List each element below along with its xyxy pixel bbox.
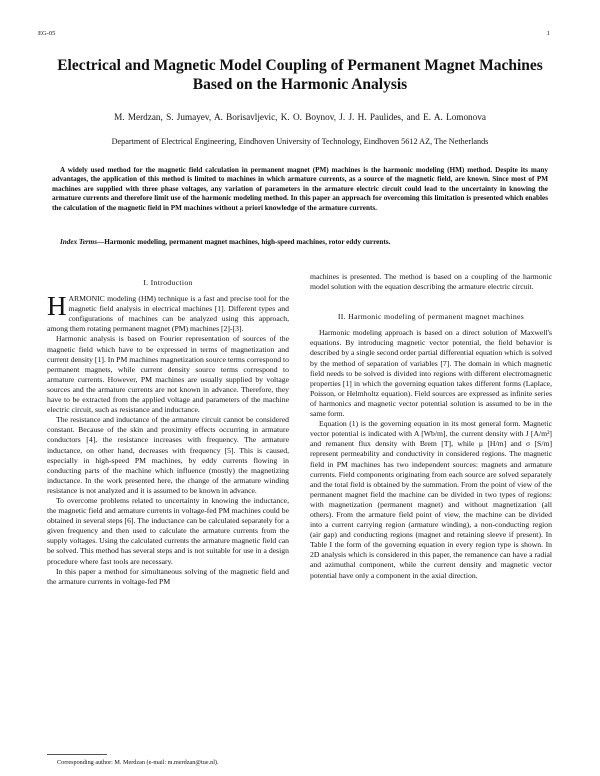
drop-cap: H bbox=[47, 291, 67, 322]
section-heading-introduction: I. Introduction bbox=[143, 278, 193, 287]
paper-title: Electrical and Magnetic Model Coupling of Permanent Magnet Machines Based on the Harmonic Analysis bbox=[57, 57, 543, 93]
affiliation: Department of Electrical Engineering, Eindhoven University of Technology, Eindhoven 5612 AZ, The Netherlands bbox=[111, 137, 489, 146]
index-terms-text: —Harmonic modeling, permanent magnet machines, high-speed machines, rotor eddy currents. bbox=[97, 238, 391, 246]
footnote: Corresponding author: M. Merdzan (e-mail: m.merdzan@tue.nl). bbox=[57, 759, 219, 766]
intro-paragraph-5: In this paper a method for simultaneous solving of the magnetic field and the armature currents in voltage-fed PM bbox=[47, 566, 289, 586]
hm-paragraph-2: Equation (1) is the governing equation in its most general form. Magnetic vector potential is indicated with A [Wb/m], the current density with J [A/m²] and remanent flux density with Brem [T], while μ [H/m] and σ [S/m] represent permeability and conductivity in considered regions. The magnetic field in PM machines has two independent sources: magnets and armature currents. Field components originating from each source are solved separately and the total field is obtained by the summation. From the point of view of the permanent magnet field the machine can be divided in two types of regions: with magnetization (permanent magnet) and without magnetization (all others). From the armature field point of view, the machine can be divided into a current carrying region (armature winding), a non-conducting region (air gap) and conducting regions (magnet and retaining sleeve if present). In Table I the form of the governing equation in every region type is shown. In 2D analysis which is considered in this paper, the remanence can have a radial and azimuthal component, while the current density and magnetic vector potential have only a component in the axial direction. bbox=[310, 419, 552, 580]
hm-paragraph-1: Harmonic modeling approach is based on a direct solution of Maxwell's equations. By introducing magnetic vector potential, the field behavior is described by a single second order partial differential equation which is solved by the method of separation of variables [7]. The domain in which magnetic field needs to be solved is divided into regions with different electromagnetic properties [1] in which the governing equation takes different forms (Laplace, Poisson, or Helmholtz equation). Field sources are expressed as infinite series of harmonics and magnetic vector potential solution is assumed to be in the same form. bbox=[310, 328, 552, 419]
right-column bbox=[310, 272, 552, 581]
author-list: M. Merdzan, S. Jumayev, A. Borisavljevic, K. O. Boynov, J. J. H. Paulides, and E. A. Lomonova bbox=[114, 112, 486, 122]
intro-paragraph-5-continued: machines is presented. The method is based on a coupling of the harmonic model solution with the equation describing the armature electric circuit. bbox=[310, 272, 552, 292]
paper-code: EG-05 bbox=[38, 30, 56, 37]
page-number: 1 bbox=[546, 30, 550, 37]
abstract: A widely used method for the magnetic field calculation in permanent magnet (PM) machines is the harmonic modeling (HM) method. Despite its many advantages, the application of this method is limited to machines in which armature currents, as a source of the magnetic field, are known. Since most of PM machines are supplied with three phase voltages, any variation of parameters in the armature electric circuit could lead to the uncertainty in knowing the armature currents and therefore limit use of the harmonic modeling method. In this paper an approach for overcoming this limitation is presented which enables the calculation of the magnetic field in PM machines without a priori knowledge of the armature currents. bbox=[52, 166, 548, 212]
intro-paragraph-3: The resistance and inductance of the armature circuit cannot be considered constant. Because of the skin and proximity effects occurring in armature conductors [4], the resistance increases with frequency. The armature inductance, on other hand, decreases with frequency [5]. This is caused, especially in high-speed PM machines, by eddy currents flowing in conducting parts of the machine which influence (mostly) the magnetizing inductance. In the work presented here, the change of the armature winding resistance is not analyzed and it is assumed to be known in advance. bbox=[47, 415, 289, 495]
index-terms-label: Index Terms bbox=[60, 238, 98, 246]
intro-paragraph-4: To overcome problems related to uncertainty in knowing the inductance, the magnetic field and armature currents in voltage-fed PM machines could be obtained in several steps [6]. The inductance can be calculated separately for a given frequency and then used to calculate the armature currents from the supply voltages. Using the calculated currents the armature magnetic field can be solved. This method has several steps and is not suitable for use in a design procedure where fast tools are necessary. bbox=[47, 495, 289, 566]
intro-paragraph-1-text: ARMONIC modeling (HM) technique is a fast and precise tool for the magnetic field analysis in electrical machines [1]. Different types and configurations of machines can be analyzed using this approach, among them rotating permanent magnet (PM) machines [2]-[3]. bbox=[47, 294, 289, 334]
footnote-rule bbox=[47, 754, 107, 755]
section-heading-harmonic-modeling: II. Harmonic modeling of permanent magnet machines bbox=[337, 312, 525, 322]
index-terms bbox=[52, 238, 548, 246]
intro-paragraph-1 bbox=[47, 291, 289, 334]
intro-paragraph-2: Harmonic analysis is based on Fourier representation of sources of the magnetic field which have to be expressed in terms of magnetization and current density [1]. In PM machines magnetization source terms correspond to permanent magnets, while current density source terms correspond to armature currents. However, PM machines are usually supplied by voltage sources and the armature currents are not known in advance. Therefore, they have to be extracted from the applied voltage and parameters of the machine electric circuit, such as resistance and inductance. bbox=[47, 334, 289, 415]
left-column bbox=[47, 278, 289, 587]
